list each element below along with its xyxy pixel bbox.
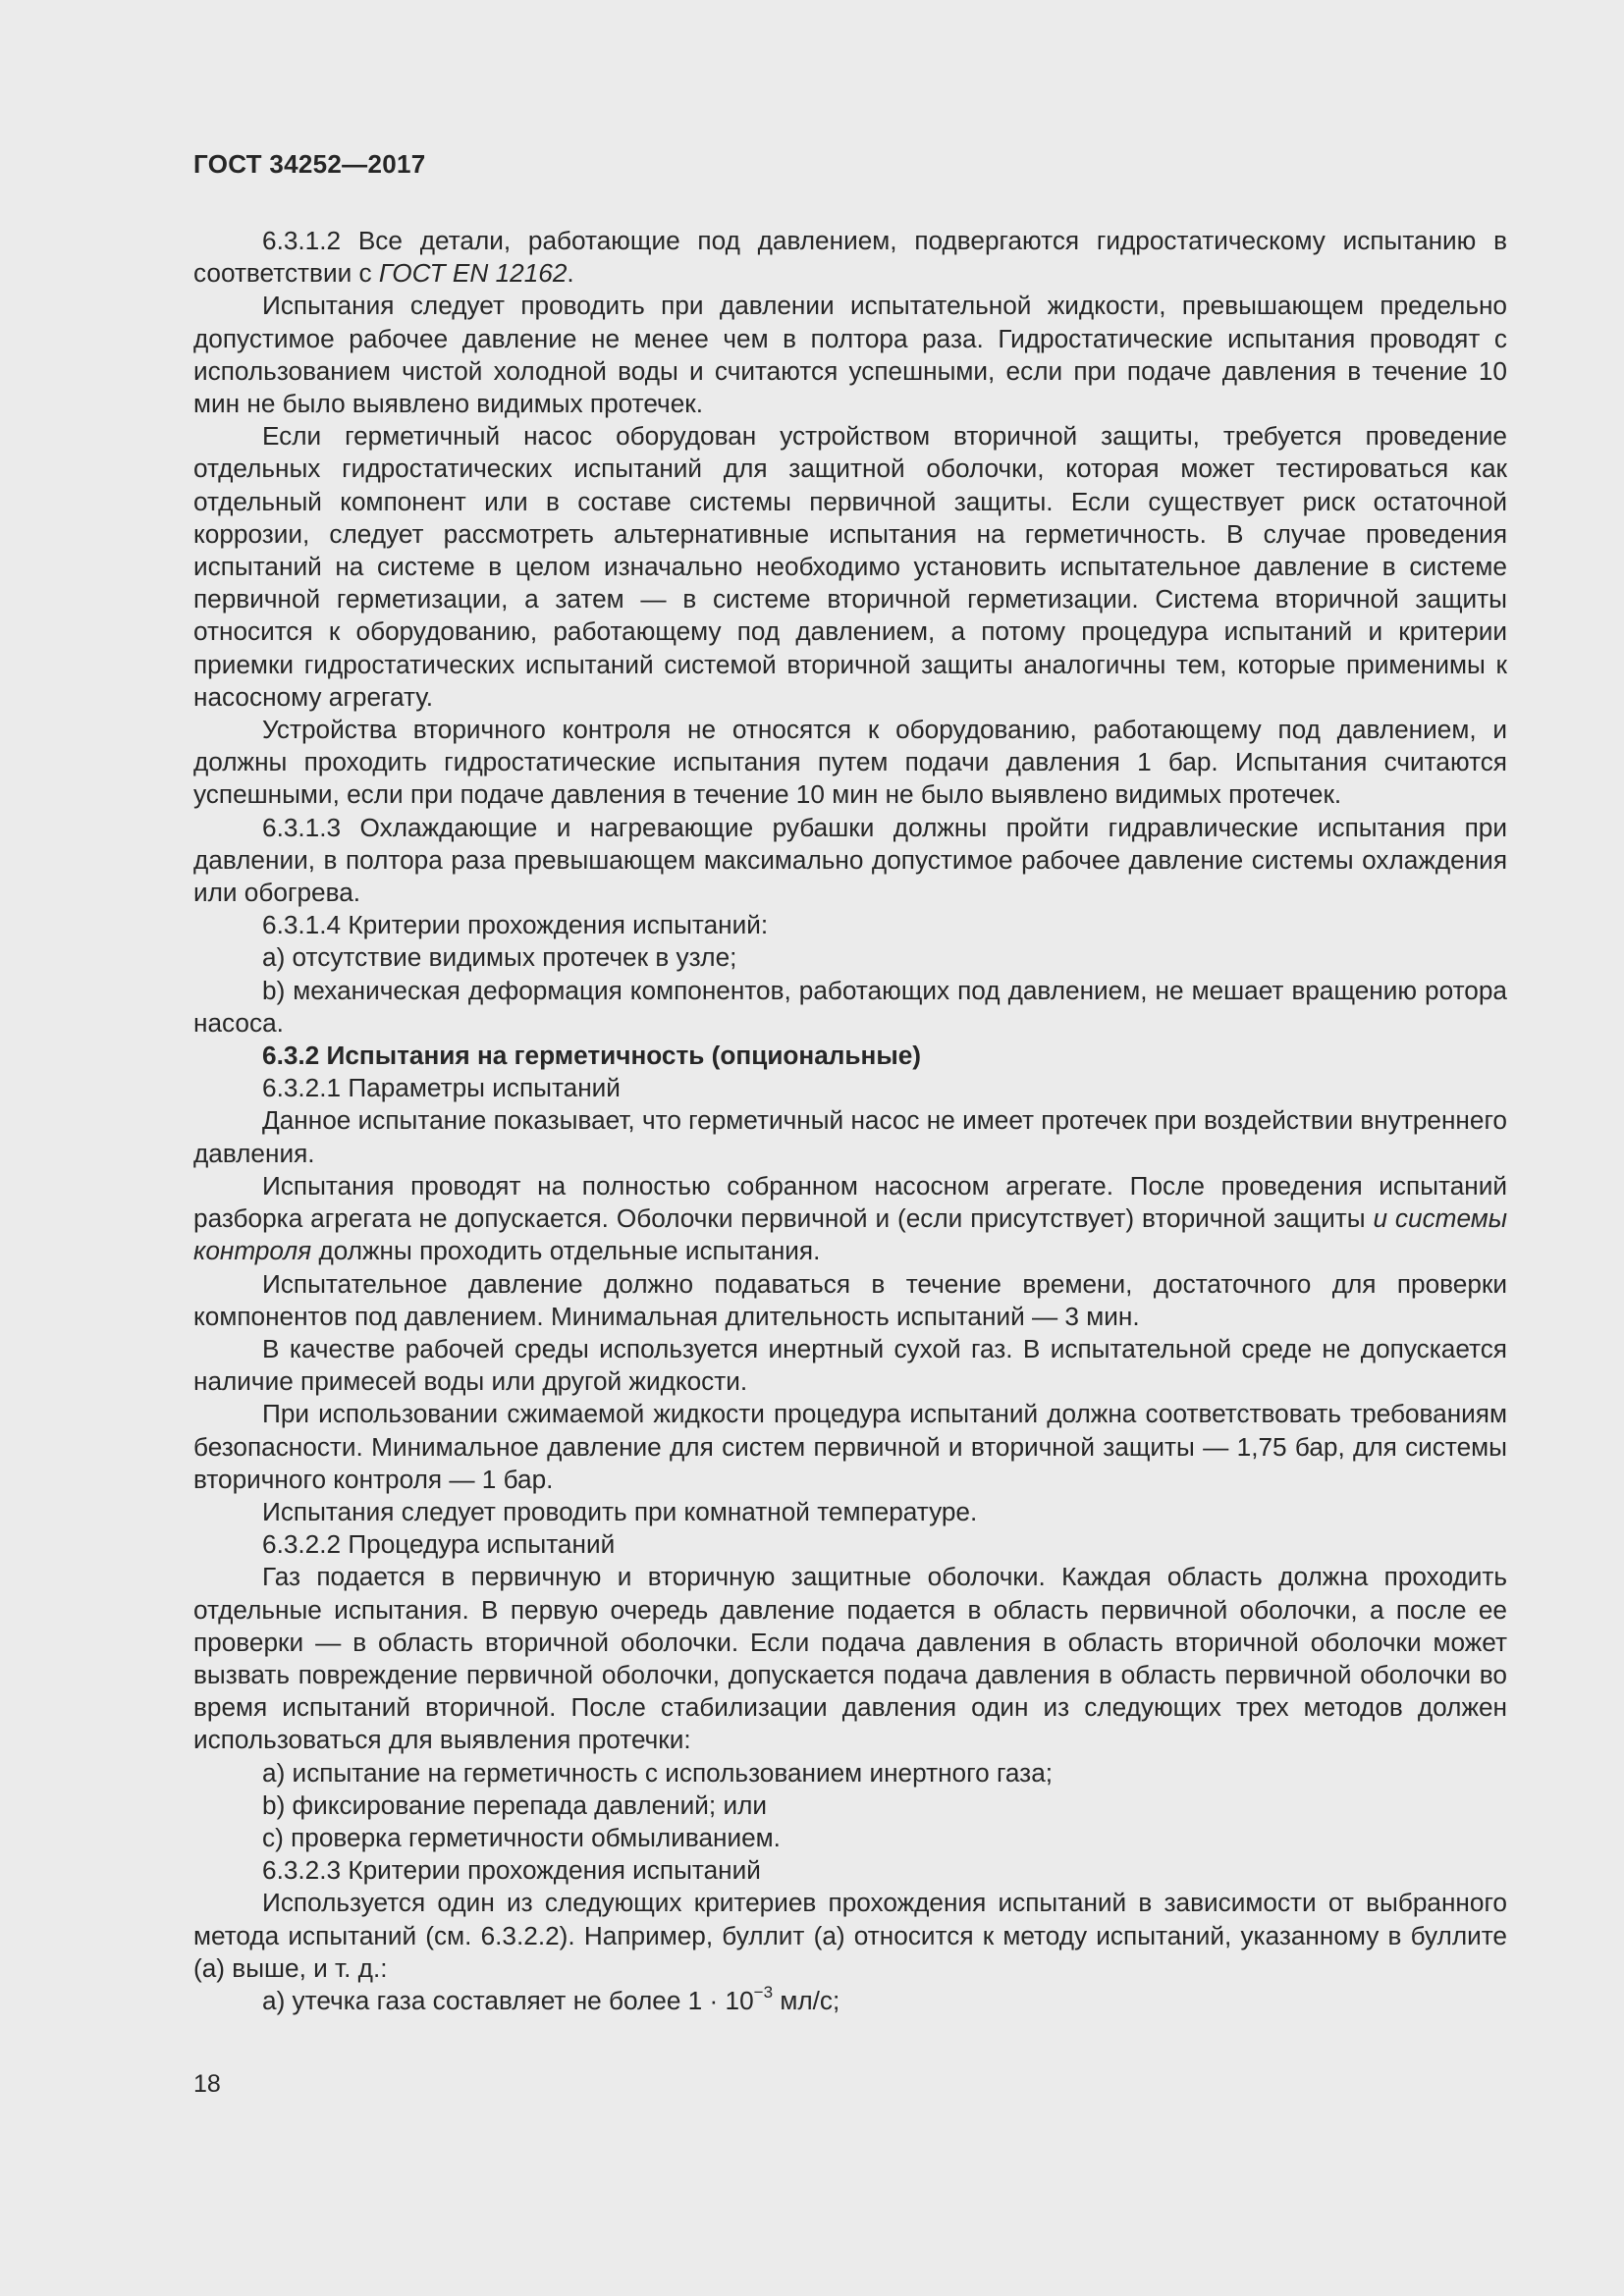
paragraph-text: a) утечка газа составляет не более 1 · 10 bbox=[262, 1985, 754, 2015]
paragraph: Данное испытание показывает, что герметичный насос не имеет протечек при воздействии внутреннего давления. bbox=[193, 1105, 1507, 1168]
standard-reference: ГОСТ EN 12162 bbox=[378, 258, 568, 289]
paragraph: В качестве рабочей среды используется инертный сухой газ. В испытательной среде не допускается наличие примесей воды или другой жидкости. bbox=[193, 1333, 1507, 1397]
paragraph: 6.3.1.4 Критерии прохождения испытаний: bbox=[262, 910, 769, 940]
paragraph: Используется один из следующих критериев прохождения испытаний в зависимости от выбранного метода испытаний (см. 6.3.2.2). Например, буллит (a) относится к методу испытаний, указанному в буллите (a) выше, и т. д.: bbox=[193, 1888, 1507, 1983]
italic-text: и системы контроля bbox=[193, 1203, 1507, 1266]
subsection-heading: 6.3.2.2 Процедура испытаний bbox=[262, 1529, 616, 1560]
exponent: −3 bbox=[753, 1982, 774, 2002]
paragraph-text: 6.3.1.2 Все детали, работающие под давлением, подвергаются гидростатическому испытанию в соответствии с bbox=[193, 226, 1507, 289]
paragraph-text: должны проходить отдельные испытания. bbox=[311, 1236, 821, 1266]
list-item: c) проверка герметичности обмыливанием. bbox=[262, 1822, 781, 1852]
list-item: a) отсутствие видимых протечек в узле; bbox=[262, 942, 737, 973]
subsection-heading: 6.3.2.3 Критерии прохождения испытаний bbox=[262, 1855, 761, 1886]
paragraph: Испытания следует проводить при давлении испытательной жидкости, превышающем предельно допустимое рабочее давление не менее чем в полтора раза. Гидростатические испытания проводят с использованием чистой холодной воды и считаются успешными, если при подаче давления в течение 10 мин не было выявлено видимых протечек. bbox=[193, 291, 1507, 419]
list-item bbox=[193, 1982, 1507, 2017]
paragraph bbox=[193, 225, 1507, 290]
subsection-heading: 6.3.2.1 Параметры испытаний bbox=[262, 1073, 621, 1103]
paragraph: Устройства вторичного контроля не относятся к оборудованию, работающему под давлением, и должны проходить гидростатические испытания путем подачи давления 1 бар. Испытания считаются успешными, если при подаче давления в течение 10 мин не было выявлено видимых протечек. bbox=[193, 715, 1507, 810]
paragraph: Газ подается в первичную и вторичную защитные оболочки. Каждая область должна проходить отдельные испытания. В первую очередь давление подается в область первичной оболочки, а после ее проверки — в область вторичной оболочки. Если подача давления в область вторичной оболочки может вызвать повреждение первичной оболочки, допускается подача давления в область первичной оболочки во время испытаний вторичной. После стабилизации давления один из следующих трех методов должен использоваться для выявления протечки: bbox=[193, 1562, 1507, 1755]
page-number: 18 bbox=[193, 2070, 221, 2098]
paragraph-text: . bbox=[567, 258, 574, 289]
list-item: a) испытание на герметичность с использованием инертного газа; bbox=[262, 1757, 1054, 1788]
paragraph: 6.3.1.3 Охлаждающие и нагревающие рубашки должны пройти гидравлические испытания при давлении, в полтора раза превышающем максимально допустимое рабочее давление системы охлаждения или обогрева. bbox=[193, 812, 1507, 908]
list-item: b) фиксирование перепада давлений; или bbox=[262, 1789, 767, 1820]
paragraph: При использовании сжимаемой жидкости процедура испытаний должна соответствовать требованиям безопасности. Минимальное давление для систем первичной и вторичной защиты — 1,75 бар, для системы вторичного контроля — 1 бар. bbox=[193, 1399, 1507, 1494]
paragraph-text: мл/с; bbox=[773, 1985, 840, 2015]
document-body bbox=[193, 225, 1507, 2017]
paragraph: Если герметичный насос оборудован устройством вторичной защиты, требуется проведение отдельных гидростатических испытаний для защитной оболочки, которая может тестироваться как отдельный компонент или в составе системы первичной защиты. Если существует риск остаточной коррозии, следует рассмотреть альтернативные испытания на герметичность. В случае проведения испытаний на системе в целом изначально необходимо установить испытательное давление в системе первичной герметизации, а затем — в системе вторичной герметизации. Система вторичной защиты относится к оборудованию, работающему под давлением, а потому процедура испытаний и критерии приемки гидростатических испытаний системой вторичной защиты аналогичны тем, которые применимы к насосному агрегату. bbox=[193, 421, 1507, 712]
document-header: ГОСТ 34252—2017 bbox=[193, 149, 426, 179]
list-item: b) механическая деформация компонентов, работающих под давлением, не мешает вращению ротора насоса. bbox=[193, 975, 1507, 1038]
paragraph: Испытания следует проводить при комнатной температуре. bbox=[262, 1496, 978, 1526]
paragraph: Испытательное давление должно подаваться в течение времени, достаточного для проверки компонентов под давлением. Минимальная длительность испытаний — 3 мин. bbox=[193, 1268, 1507, 1331]
section-heading: 6.3.2 Испытания на герметичность (опциональные) bbox=[262, 1041, 921, 1071]
paragraph bbox=[193, 1170, 1507, 1268]
paragraph-text: Испытания проводят на полностью собранном насосном агрегате. После проведения испытаний разборка агрегата не допускается. Оболочки первичной и (если присутствует) вторичной защиты bbox=[193, 1170, 1507, 1234]
